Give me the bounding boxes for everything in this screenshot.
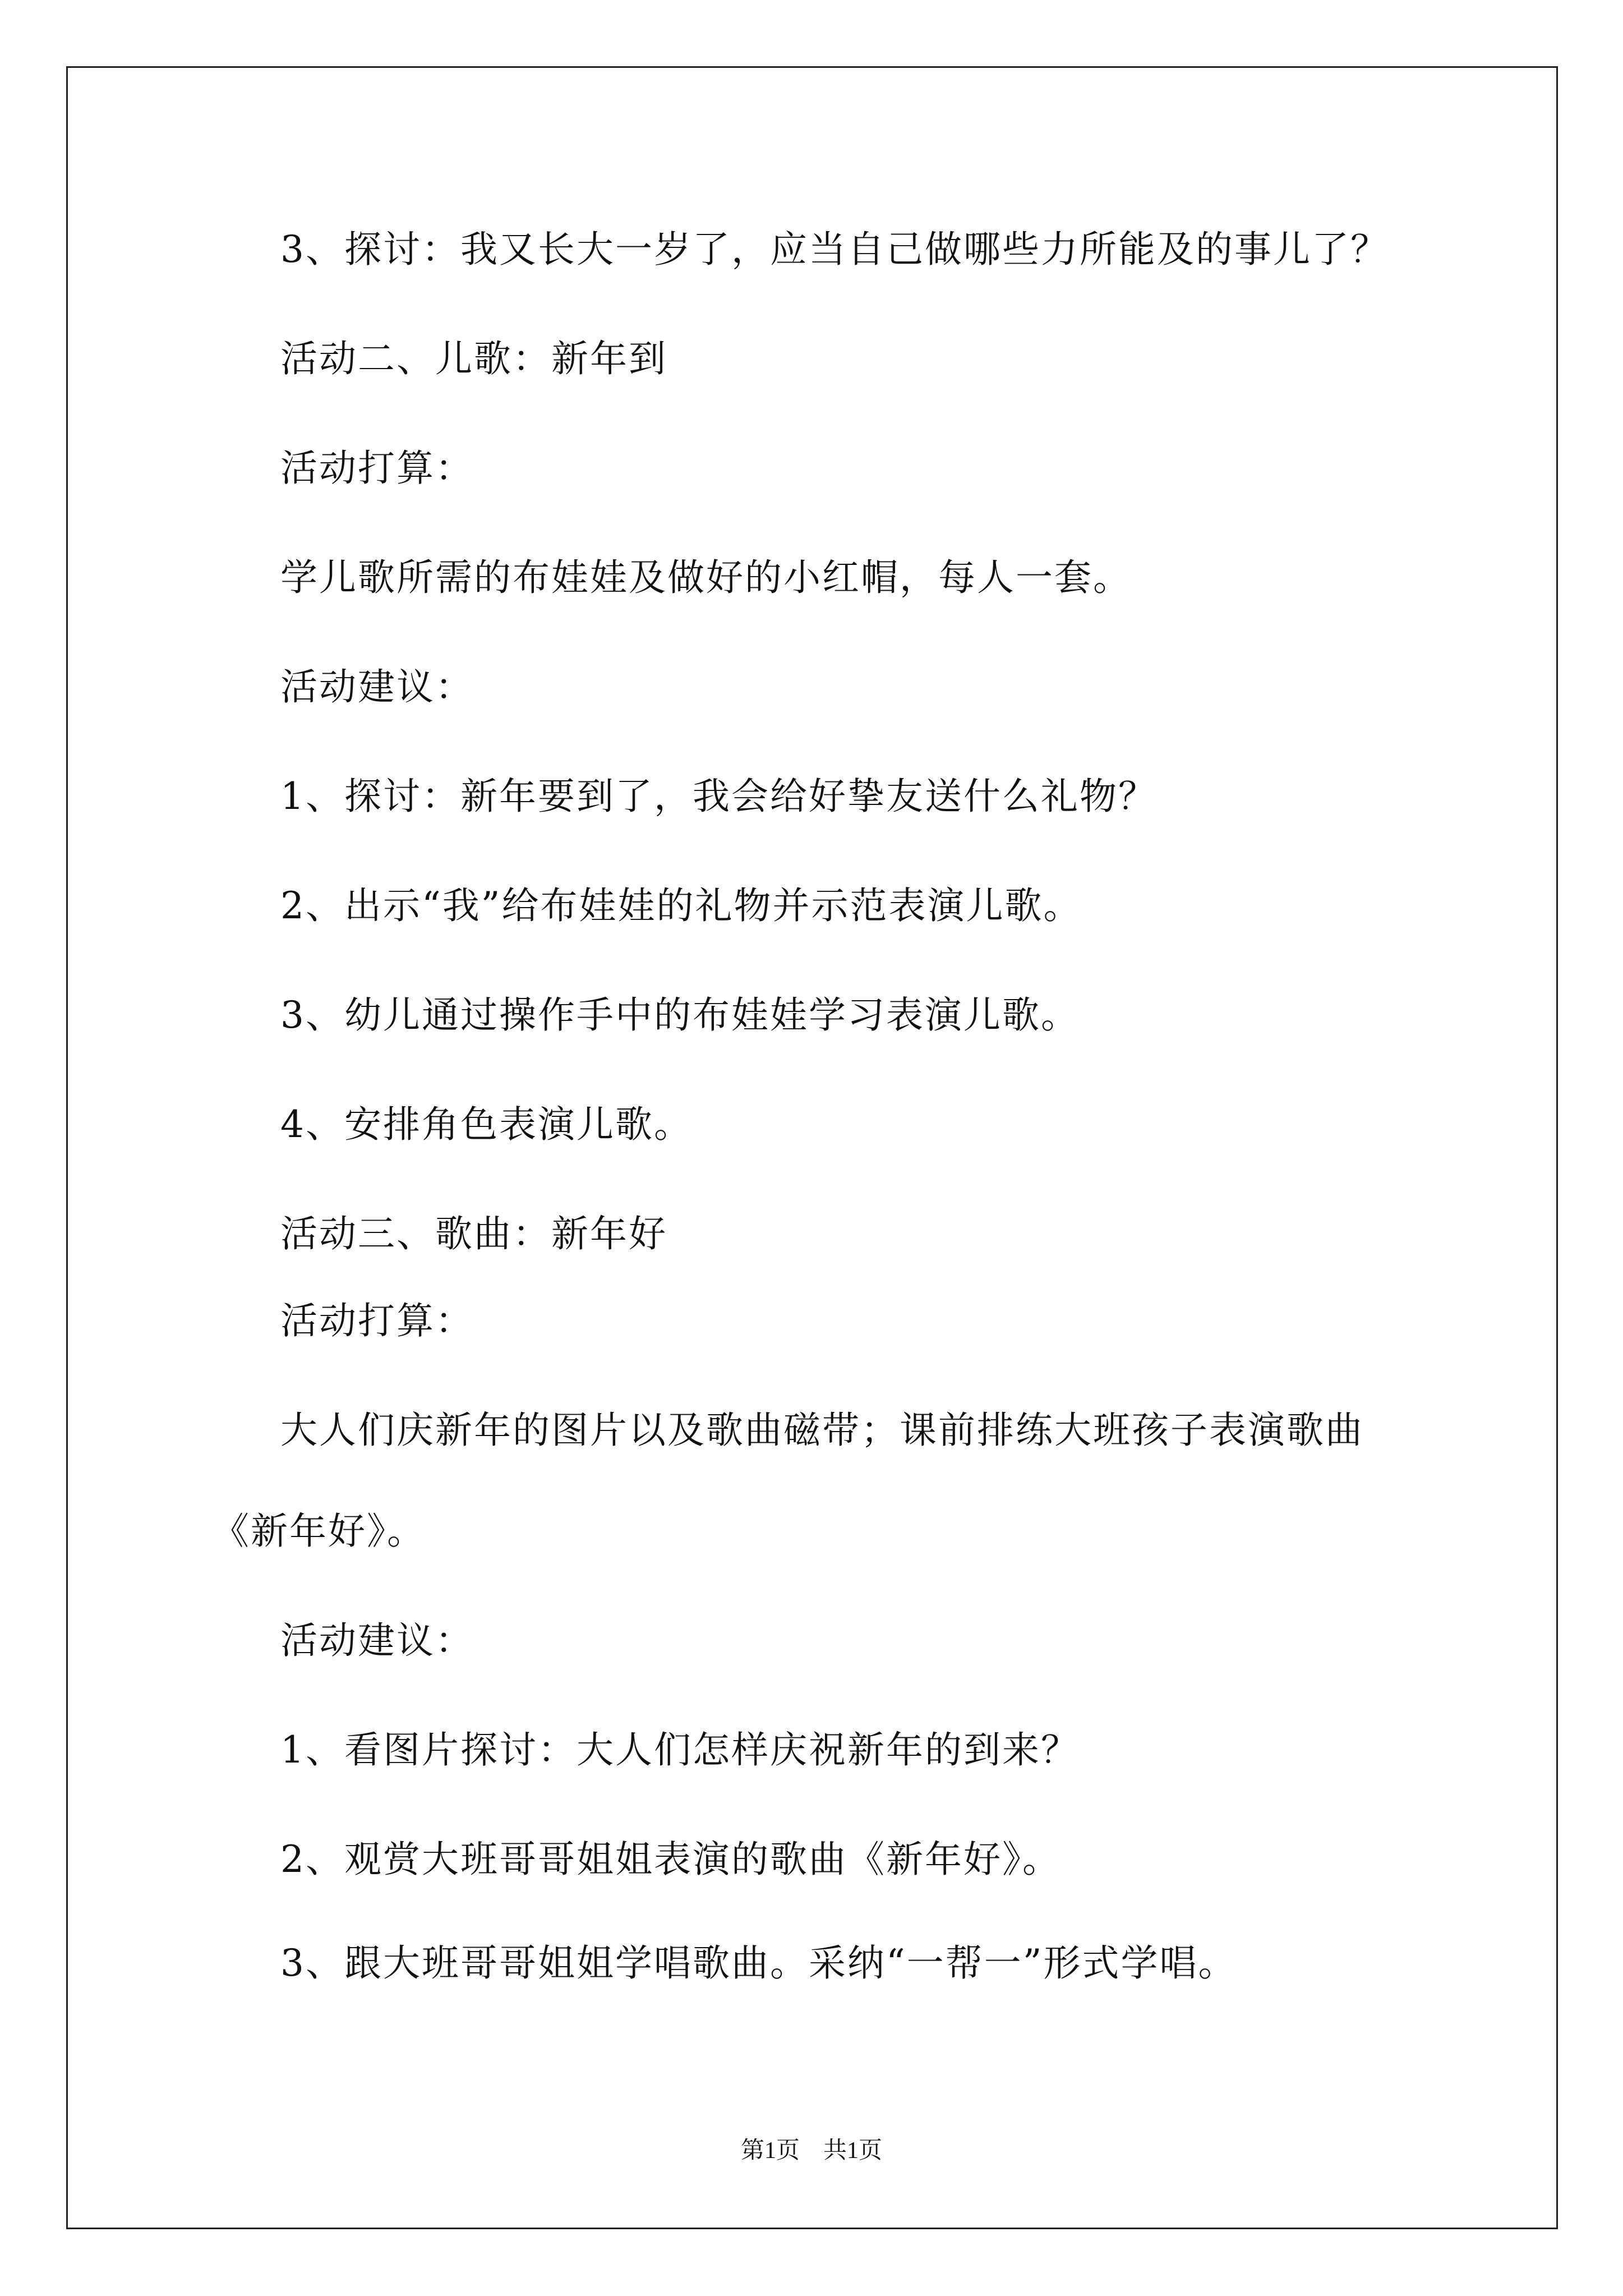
- paragraph: 3、探讨：我又长大一岁了，应当自己做哪些力所能及的事儿了？: [280, 228, 1389, 271]
- paragraph-label: 活动打算：: [280, 447, 474, 490]
- section-heading: 活动二、儿歌：新年到: [280, 337, 667, 380]
- paragraph-label: 活动打算：: [280, 1299, 474, 1342]
- paragraph: 1、探讨：新年要到了，我会给好挚友送什么礼物？: [280, 775, 1157, 818]
- paragraph-label: 活动建议：: [280, 1619, 474, 1662]
- page-footer: 第1页 共1页: [740, 2138, 882, 2164]
- paragraph: 1、看图片探讨：大人们怎样庆祝新年的到来？: [280, 1728, 1080, 1772]
- paragraph: 3、幼儿通过操作手中的布娃娃学习表演儿歌。: [280, 993, 1080, 1037]
- paragraph: 2、出示“我”给布娃娃的礼物并示范表演儿歌。: [280, 884, 1082, 927]
- paragraph: 大人们庆新年的图片以及歌曲磁带；课前排练大班孩子表演歌曲: [280, 1409, 1364, 1452]
- paragraph: 3、跟大班哥哥姐姐学唱歌曲。采纳“一帮一”形式学唱。: [280, 1941, 1237, 1985]
- page-border: [66, 66, 1558, 2229]
- paragraph-label: 活动建议：: [280, 665, 474, 708]
- paragraph: 学儿歌所需的布娃娃及做好的小红帽，每人一套。: [280, 556, 1132, 599]
- section-heading: 活动三、歌曲：新年好: [280, 1212, 667, 1255]
- paragraph-continuation: 《新年好》。: [212, 1510, 426, 1553]
- paragraph: 4、安排角色表演儿歌。: [280, 1103, 693, 1146]
- paragraph: 2、观赏大班哥哥姐姐表演的歌曲《新年好》。: [280, 1838, 1061, 1881]
